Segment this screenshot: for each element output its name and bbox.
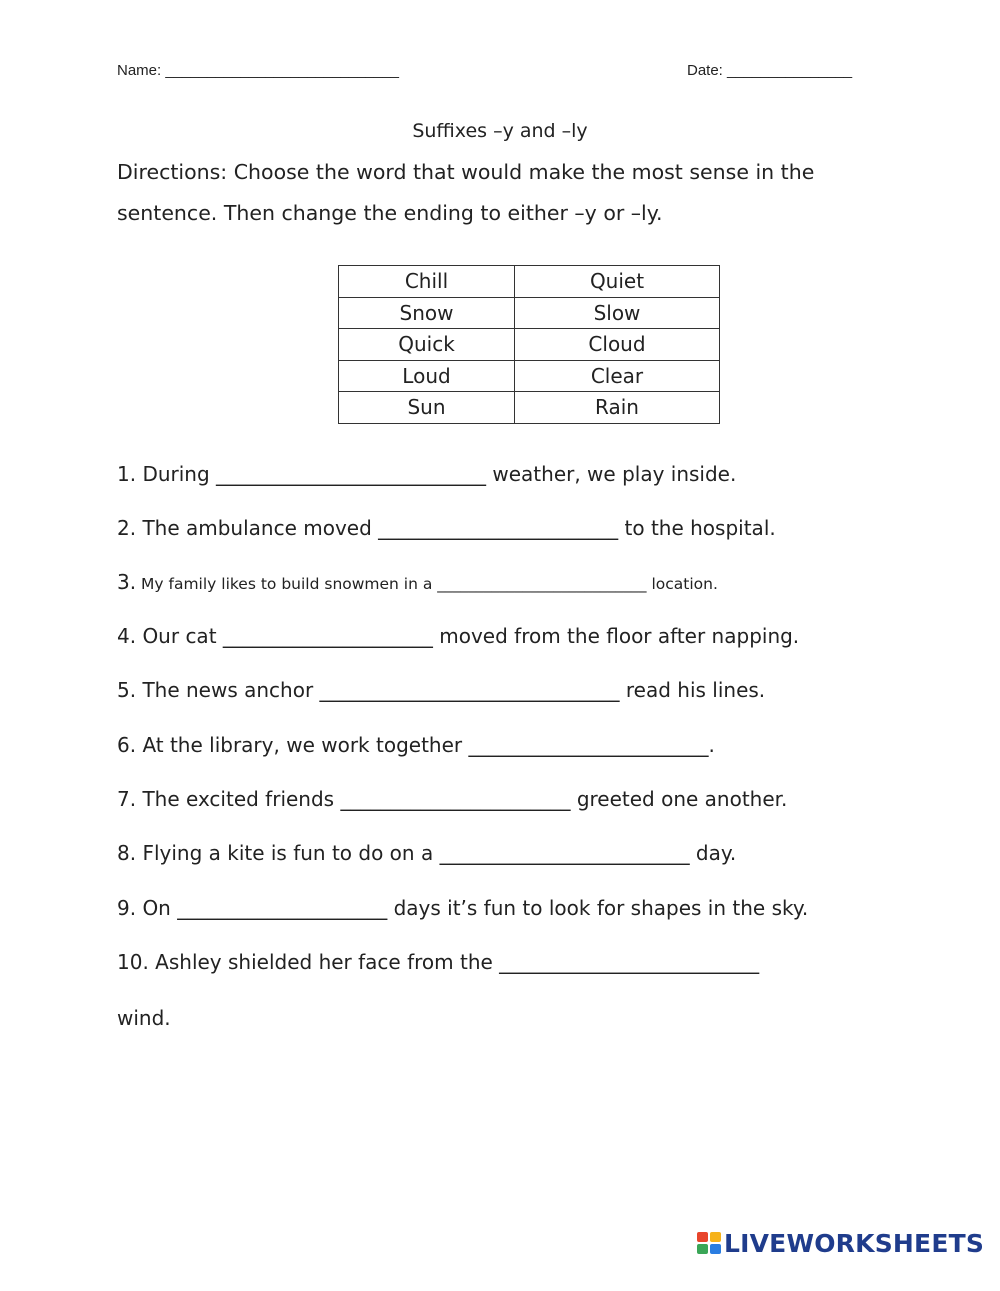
question-8: 8. Flying a kite is fun to do on a _________________________ day. xyxy=(117,841,737,865)
word-cell: Quick xyxy=(339,329,515,361)
table-row xyxy=(339,392,720,424)
table-row xyxy=(339,266,720,298)
question-9: 9. On _____________________ days it’s fun to look for shapes in the sky. xyxy=(117,896,809,920)
liveworksheets-logo xyxy=(697,1228,984,1258)
name-field-label: Name: ____________________________ xyxy=(117,62,399,79)
logo-blocks-icon xyxy=(697,1232,721,1254)
question-1: 1. During ___________________________ weather, we play inside. xyxy=(117,462,737,486)
word-cell: Slow xyxy=(515,297,720,329)
question-2: 2. The ambulance moved ________________________ to the hospital. xyxy=(117,516,776,540)
word-cell: Rain xyxy=(515,392,720,424)
question-3-text: My family likes to build snowmen in a ___________________________ location. xyxy=(136,575,718,593)
table-row xyxy=(339,329,720,361)
question-6: 6. At the library, we work together ________________________. xyxy=(117,733,715,757)
word-cell: Chill xyxy=(339,266,515,298)
directions-line-1: Directions: Choose the word that would make the most sense in the xyxy=(117,160,815,184)
word-bank-table xyxy=(338,265,720,424)
word-cell: Loud xyxy=(339,360,515,392)
question-3-number: 3. xyxy=(117,570,137,594)
question-5: 5. The news anchor ______________________________ read his lines. xyxy=(117,678,766,702)
date-field-label: Date: _______________ xyxy=(687,62,853,79)
word-cell: Clear xyxy=(515,360,720,392)
word-cell: Snow xyxy=(339,297,515,329)
worksheet-title: Suffixes –y and –ly xyxy=(412,120,588,142)
table-row xyxy=(339,297,720,329)
word-cell: Quiet xyxy=(515,266,720,298)
word-cell: Sun xyxy=(339,392,515,424)
question-10-continued: wind. xyxy=(117,1006,171,1030)
table-row xyxy=(339,360,720,392)
directions-line-2: sentence. Then change the ending to either –y or –ly. xyxy=(117,201,663,225)
logo-text: LIVEWORKSHEETS xyxy=(724,1228,985,1258)
question-4: 4. Our cat _____________________ moved from the floor after napping. xyxy=(117,624,800,648)
question-10: 10. Ashley shielded her face from the __________________________ xyxy=(117,950,760,974)
question-3 xyxy=(117,570,718,594)
question-7: 7. The excited friends _______________________ greeted one another. xyxy=(117,787,788,811)
word-cell: Cloud xyxy=(515,329,720,361)
